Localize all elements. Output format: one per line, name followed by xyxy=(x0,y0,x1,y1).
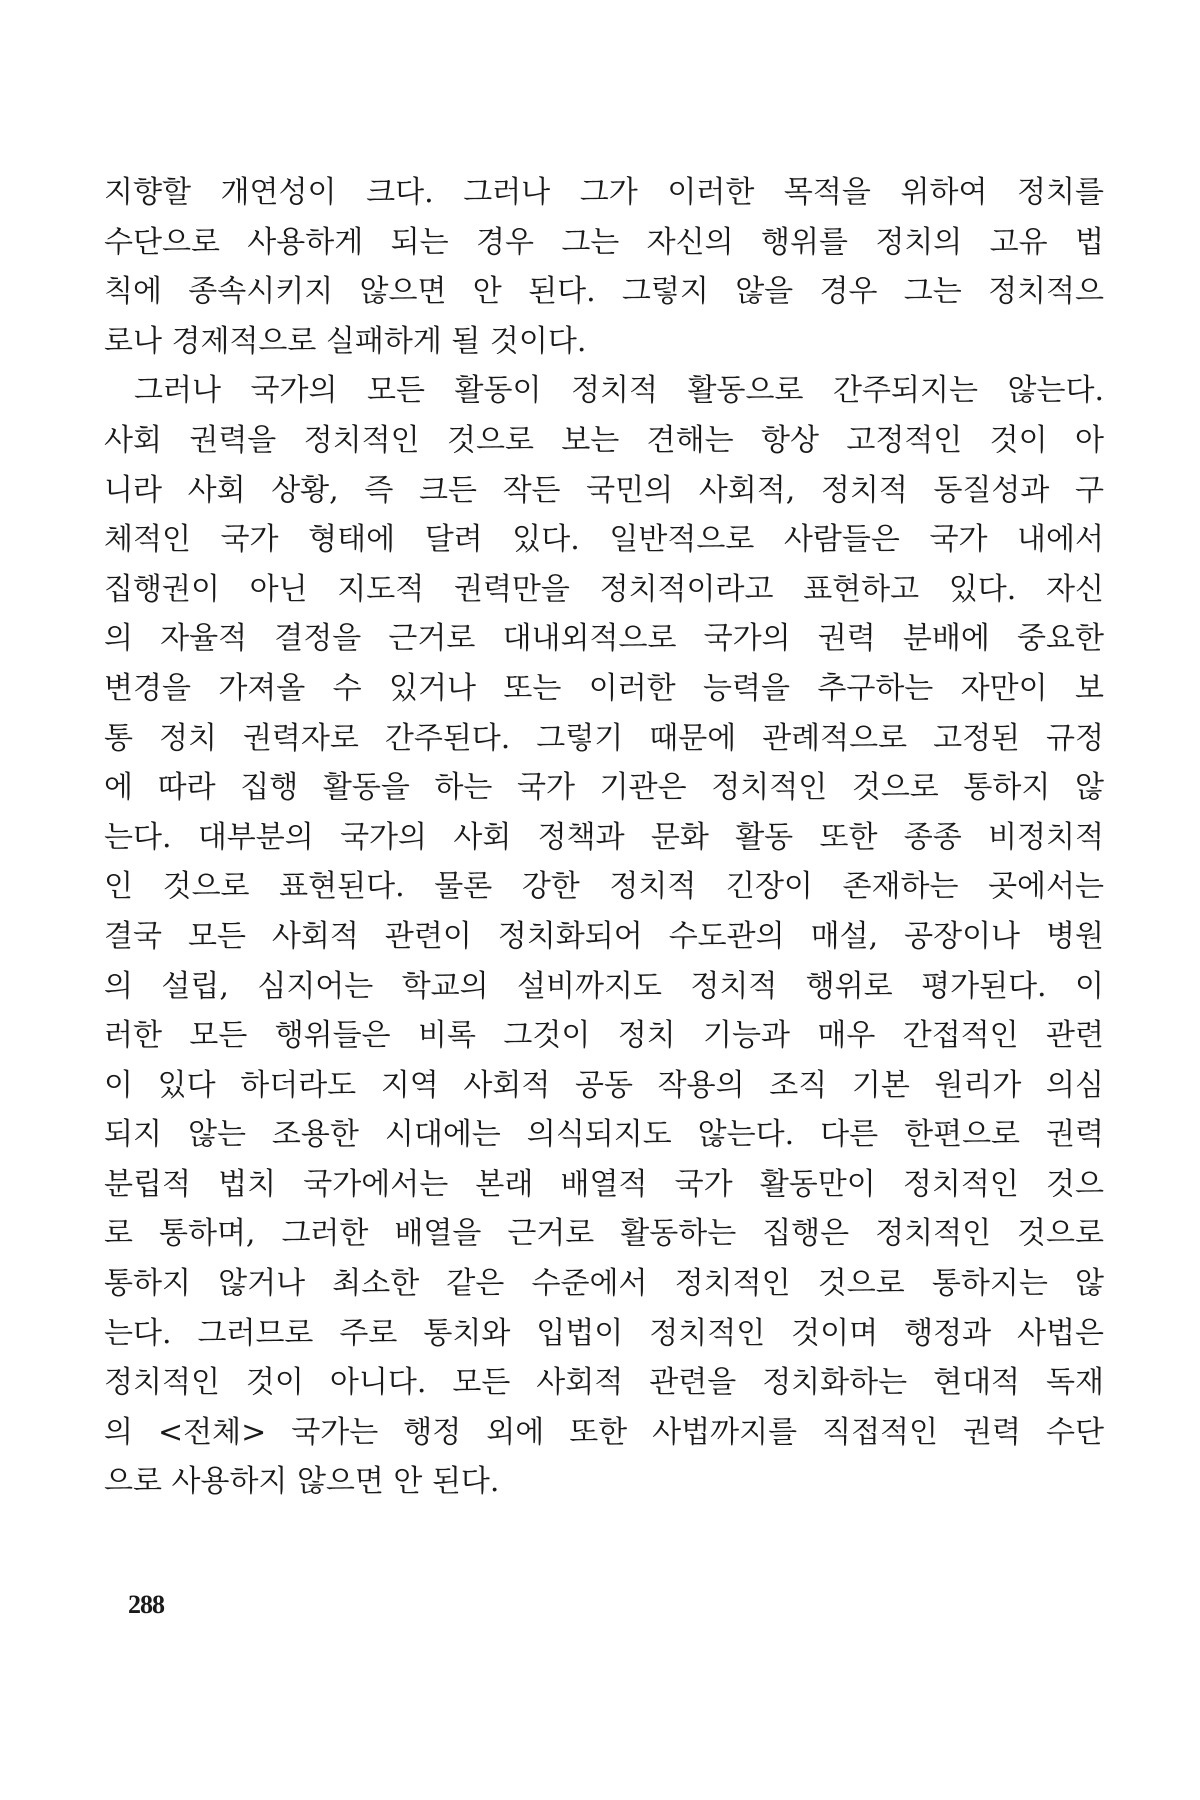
text-line: 인 것으로 표현된다. 물론 강한 정치적 긴장이 존재하는 곳에서는 xyxy=(104,869,1104,905)
text-line: 니라 사회 상황, 즉 크든 작든 국민의 사회적, 정치적 동질성과 구 xyxy=(104,472,1104,508)
text-line: 로 통하며, 그러한 배열을 근거로 활동하는 집행은 정치적인 것으로 xyxy=(104,1216,1104,1252)
text-line: 체적인 국가 형태에 달려 있다. 일반적으로 사람들은 국가 내에서 xyxy=(104,522,1104,558)
text-line: 집행권이 아닌 지도적 권력만을 정치적이라고 표현하고 있다. 자신 xyxy=(104,571,1104,607)
paragraph-2 xyxy=(104,366,1104,1507)
text-line: 의 자율적 결정을 근거로 대내외적으로 국가의 권력 분배에 중요한 xyxy=(104,621,1104,657)
text-line: 에 따라 집행 활동을 하는 국가 기관은 정치적인 것으로 통하지 않 xyxy=(104,770,1104,806)
text-line: 로나 경제적으로 실패하게 될 것이다. xyxy=(104,323,587,359)
text-line: 의 설립, 심지어는 학교의 설비까지도 정치적 행위로 평가된다. 이 xyxy=(104,968,1104,1004)
text-line: 수단으로 사용하게 되는 경우 그는 자신의 행위를 정치의 고유 법 xyxy=(104,224,1104,260)
text-line: 칙에 종속시키지 않으면 안 된다. 그렇지 않을 경우 그는 정치적으 xyxy=(104,274,1104,310)
text-line: 의 <전체> 국가는 행정 외에 또한 사법까지를 직접적인 권력 수단 xyxy=(104,1414,1104,1450)
text-line: 는다. 대부분의 국가의 사회 정책과 문화 활동 또한 종종 비정치적 xyxy=(104,819,1104,855)
text-line: 는다. 그러므로 주로 통치와 입법이 정치적인 것이며 행정과 사법은 xyxy=(104,1315,1104,1351)
text-line: 사회 권력을 정치적인 것으로 보는 견해는 항상 고정적인 것이 아 xyxy=(104,422,1104,458)
body-text xyxy=(104,168,1104,1507)
text-line: 결국 모든 사회적 관련이 정치화되어 수도관의 매설, 공장이나 병원 xyxy=(104,918,1104,954)
text-line: 통 정치 권력자로 간주된다. 그렇기 때문에 관례적으로 고정된 규정 xyxy=(104,720,1104,756)
paragraph-1 xyxy=(104,168,1104,366)
text-line: 그러나 국가의 모든 활동이 정치적 활동으로 간주되지는 않는다. xyxy=(134,373,1104,409)
text-line: 분립적 법치 국가에서는 본래 배열적 국가 활동만이 정치적인 것으 xyxy=(104,1166,1104,1202)
text-line: 되지 않는 조용한 시대에는 의식되지도 않는다. 다른 한편으로 권력 xyxy=(104,1117,1104,1153)
text-line: 변경을 가져올 수 있거나 또는 이러한 능력을 추구하는 자만이 보 xyxy=(104,670,1104,706)
text-line: 지향할 개연성이 크다. 그러나 그가 이러한 목적을 위하여 정치를 xyxy=(104,175,1104,210)
text-line: 러한 모든 행위들은 비록 그것이 정치 기능과 매우 간접적인 관련 xyxy=(104,1018,1104,1054)
page-number: 288 xyxy=(128,1590,164,1619)
text-line: 정치적인 것이 아니다. 모든 사회적 관련을 정치화하는 현대적 독재 xyxy=(104,1365,1104,1401)
text-line: 이 있다 하더라도 지역 사회적 공동 작용의 조직 기본 원리가 의심 xyxy=(104,1067,1104,1103)
text-line: 통하지 않거나 최소한 같은 수준에서 정치적인 것으로 통하지는 않 xyxy=(104,1266,1104,1302)
text-line: 으로 사용하지 않으면 안 된다. xyxy=(104,1464,500,1500)
